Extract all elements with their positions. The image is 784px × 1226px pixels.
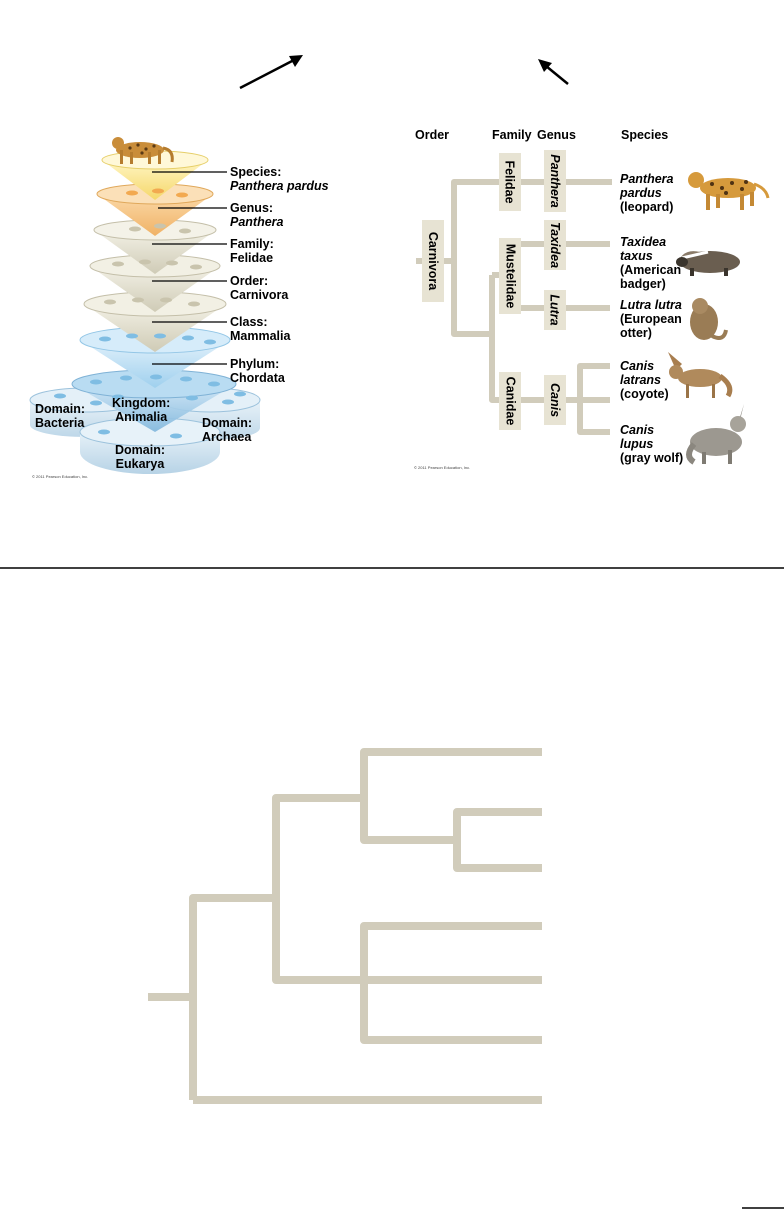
header-order: Order: [415, 128, 450, 142]
header-species: Species: [621, 128, 669, 142]
species-name: Panthera pardus: [230, 179, 329, 193]
species-4-common1: (gray wolf): [620, 451, 684, 465]
species-1-line2: taxus: [620, 249, 653, 263]
species-3-common1: (coyote): [620, 387, 669, 401]
family-box-canidae: [499, 372, 521, 430]
domain-bacteria-line1: Domain:: [35, 402, 85, 416]
kingdom-line1: Kingdom:: [112, 396, 171, 410]
species-3-line1: Canis: [620, 359, 655, 373]
species-label-gray-wolf: [620, 423, 683, 465]
phylum-rank: Phylum:: [230, 357, 280, 371]
genus-rank: Genus:: [230, 201, 274, 215]
order-name: Carnivora: [230, 288, 289, 302]
species-label-otter: [620, 298, 682, 340]
species-0-common1: (leopard): [620, 200, 674, 214]
genus-box-canis: [544, 375, 566, 425]
header-genus: Genus: [537, 128, 576, 142]
species-2-line1: Lutra lutra: [620, 298, 682, 312]
badger-illustration: [676, 251, 740, 276]
family-name: Felidae: [230, 251, 274, 265]
species-label-coyote: [620, 359, 669, 401]
domain-archaea-line2: Archaea: [202, 430, 252, 444]
genus-name: Panthera: [230, 215, 284, 229]
domain-archaea-line1: Domain:: [202, 416, 252, 430]
species-4-line2: lupus: [620, 437, 654, 451]
hierarchy-copyright: © 2011 Pearson Education, Inc.: [32, 474, 89, 479]
family-level-label: [230, 237, 274, 265]
order-level-label: [230, 274, 288, 302]
domain-bacteria-label: [35, 402, 85, 430]
family-rank: Family:: [230, 237, 274, 251]
class-rank: Class:: [230, 315, 268, 329]
family-box-felidae: [499, 153, 521, 211]
class-level-label: [230, 315, 290, 343]
genus-lutra: Lutra: [548, 294, 562, 326]
phylum-name: Chordata: [230, 371, 285, 385]
species-1-common2: badger): [620, 277, 666, 291]
class-name: Mammalia: [230, 329, 291, 343]
order-box-carnivora: [422, 220, 444, 302]
species-0-line2: pardus: [620, 186, 662, 200]
domain-archaea-label: [202, 416, 252, 444]
domain-eukarya-line2: Eukarya: [115, 457, 165, 471]
species-1-common1: (American: [620, 263, 682, 277]
kingdom-animalia-label: [112, 396, 170, 424]
family-mustelidae: Mustelidae: [503, 243, 518, 309]
species-4-line1: Canis: [620, 423, 655, 437]
species-2-common1: (European: [620, 312, 682, 326]
family-felidae: Felidae: [503, 160, 518, 204]
gray-wolf-illustration: [689, 404, 746, 464]
domain-bacteria-line2: Bacteria: [35, 416, 85, 430]
species-0-line1: Panthera: [620, 172, 674, 186]
species-rank: Species:: [230, 165, 282, 179]
phylum-level-label: [230, 357, 285, 385]
order-label: Carnivora: [426, 231, 441, 291]
genus-panthera: Panthera: [548, 154, 562, 208]
domain-eukarya-line1: Domain:: [115, 443, 165, 457]
genus-box-taxidea: [544, 220, 566, 270]
genus-box-lutra: [544, 290, 566, 330]
family-box-mustelidae: [499, 238, 521, 314]
genus-box-panthera: [544, 150, 566, 212]
species-2-common2: otter): [620, 326, 652, 340]
genus-taxidea: Taxidea: [548, 221, 562, 269]
species-3-line2: latrans: [620, 373, 661, 387]
genus-level-label: [230, 201, 284, 229]
domain-eukarya-label: [115, 443, 165, 471]
otter-illustration: [690, 298, 726, 340]
blank-phylogenetic-tree: [148, 752, 542, 1100]
kingdom-line2: Animalia: [115, 410, 168, 424]
arrow-left-up: [538, 59, 568, 84]
coyote-illustration: [668, 352, 730, 398]
arrow-right-up: [240, 55, 303, 88]
tree-copyright: © 2011 Pearson Education, Inc.: [414, 465, 471, 470]
header-family: Family: [492, 128, 532, 142]
genus-canis: Canis: [548, 382, 563, 418]
order-rank: Order:: [230, 274, 269, 288]
species-label-leopard: [620, 172, 674, 214]
leopard-illustration: [688, 172, 768, 210]
species-1-line1: Taxidea: [620, 235, 667, 249]
family-canidae: Canidae: [503, 376, 518, 426]
species-label-badger: [620, 235, 681, 291]
species-level-label: [230, 165, 329, 193]
